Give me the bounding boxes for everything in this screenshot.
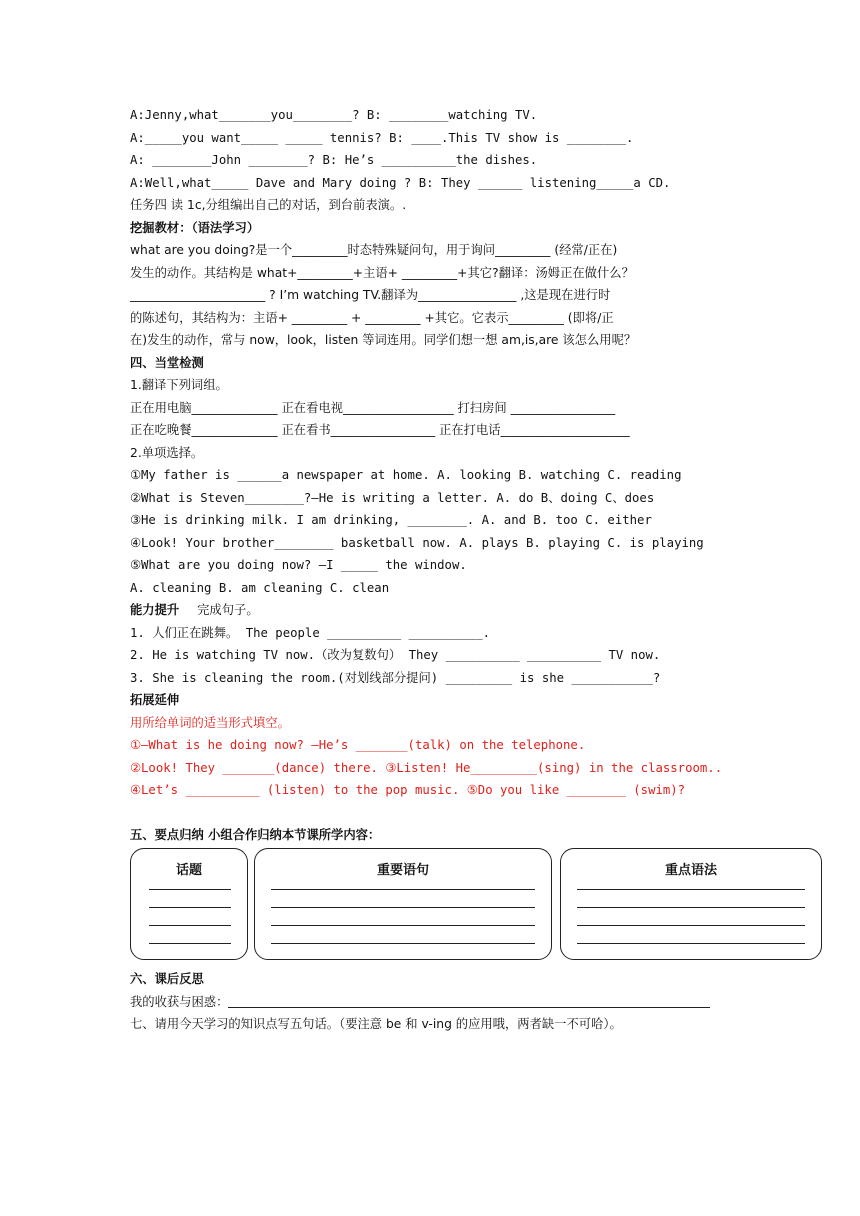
- gains-answer-line[interactable]: [228, 993, 710, 1008]
- grammar-line: what are you doing?是一个_________时态特殊疑问句，用于询问_________ (经常/正在): [130, 243, 618, 257]
- gains-label: 我的收获与困惑：: [130, 994, 229, 1009]
- grammar-line: ______________________ ? I’m watching TV.翻译为________________ ,这是现在进行时: [130, 288, 611, 302]
- section4-heading: 四、当堂检测: [130, 355, 204, 370]
- answer-line[interactable]: [271, 925, 535, 926]
- topic-box: [130, 848, 248, 960]
- answer-line[interactable]: [271, 943, 535, 944]
- ability-heading: 能力提升: [130, 603, 180, 617]
- extension-heading: 拓展延伸: [130, 693, 180, 707]
- answer-line[interactable]: [271, 907, 535, 908]
- ability-subtitle: 完成句子。: [197, 603, 259, 617]
- answer-line[interactable]: [149, 907, 231, 908]
- q2-line: ①My father is ______a newspaper at home. A. looking B. watching C. reading: [130, 468, 682, 482]
- dialogue-line-3: A: ________John ________? B: He’s __________the dishes.: [130, 153, 538, 167]
- extension-line: ④Let’s __________ (listen) to the pop music. ⑤Do you like ________ (swim)?: [130, 783, 686, 797]
- summary-boxes: [130, 848, 730, 968]
- grammar-heading: 挖掘教材：（语法学习）: [130, 220, 260, 235]
- key-grammar-box-title: 重点语法: [664, 863, 717, 878]
- answer-line[interactable]: [577, 925, 805, 926]
- q2-line: ⑤What are you doing now? —I _____ the window.: [130, 558, 467, 572]
- section5-heading: 五、要点归纳 小组合作归纳本节课所学内容：: [130, 827, 381, 842]
- q2-line: ④Look! Your brother________ basketball now. A. plays B. playing C. is playing: [130, 535, 704, 550]
- dialogue-line-4: A:Well,what_____ Dave and Mary doing ? B: They ______ listening_____a CD.: [130, 175, 671, 190]
- section7-text: 七、请用今天学习的知识点写五句话。（要注意 be 和 v-ing 的应用哦，两者缺一不可哈）。: [130, 1017, 622, 1031]
- key-sentences-box: [254, 848, 552, 960]
- answer-line[interactable]: [577, 889, 805, 890]
- answer-line[interactable]: [577, 907, 805, 908]
- section6-heading: 六、课后反思: [130, 972, 204, 986]
- grammar-line: 在)发生的动作，常与 now，look，listen 等词连用。同学们想一想 am,is,are 该怎么用呢？: [130, 333, 637, 347]
- key-grammar-box: [560, 848, 822, 960]
- q1-line: 正在用电脑______________ 正在看电视__________________ 打扫房间 _________________: [130, 400, 616, 415]
- key-sentences-box-title: 重要语句: [376, 863, 429, 878]
- q1-title: 1.翻译下列词组。: [130, 378, 228, 392]
- task4-instruction: 任务四 读 1c,分组编出自己的对话，到台前表演。.: [130, 198, 407, 212]
- topic-box-title: 话题: [175, 863, 202, 878]
- gains-row: [130, 991, 730, 1014]
- ability-header: [130, 599, 730, 622]
- q2-line: A. cleaning B. am cleaning C. clean: [130, 580, 390, 595]
- extension-line: ②Look! They _______(dance) there. ③Listen! He_________(sing) in the classroom..: [130, 760, 723, 775]
- ability-line: 1. 人们正在跳舞。 The people __________ __________.: [130, 625, 491, 640]
- answer-line[interactable]: [149, 889, 231, 890]
- dialogue-line-2: A:_____you want_____ _____ tennis? B: ____.This TV show is ________.: [130, 130, 634, 145]
- worksheet-page: [130, 104, 730, 1036]
- q1-line: 正在吃晚餐______________ 正在看书_________________ 正在打电话_____________________: [130, 423, 630, 437]
- ability-line: 3. She is cleaning the room.(对划线部分提问) _________ is she ___________?: [130, 670, 661, 685]
- q2-line: ②What is Steven________?—He is writing a letter. A. do B、doing C、does: [130, 490, 655, 505]
- answer-line[interactable]: [271, 889, 535, 890]
- grammar-line: 发生的动作。其结构是 what+_________+主语+ _________+其它?翻译：汤姆正在做什么？: [130, 265, 634, 280]
- extension-subtitle: 用所给单词的适当形式填空。: [130, 715, 290, 730]
- grammar-line: 的陈述句，其结构为：主语+ _________ + _________ +其它。它表示_________ (即将/正: [130, 310, 614, 325]
- ability-line: 2. He is watching TV now.（改为复数句） They __________ __________ TV now.: [130, 648, 661, 662]
- answer-line[interactable]: [577, 943, 805, 944]
- q2-title: 2.单项选择。: [130, 445, 204, 460]
- extension-line: ①—What is he doing now? —He’s _______(talk) on the telephone.: [130, 738, 586, 752]
- q2-line: ③He is drinking milk. I am drinking, ________. A. and B. too C. either: [130, 513, 652, 527]
- answer-line[interactable]: [149, 925, 231, 926]
- dialogue-line-1: A:Jenny,what_______you________? B: ________watching TV.: [130, 108, 538, 122]
- answer-line[interactable]: [149, 943, 231, 944]
